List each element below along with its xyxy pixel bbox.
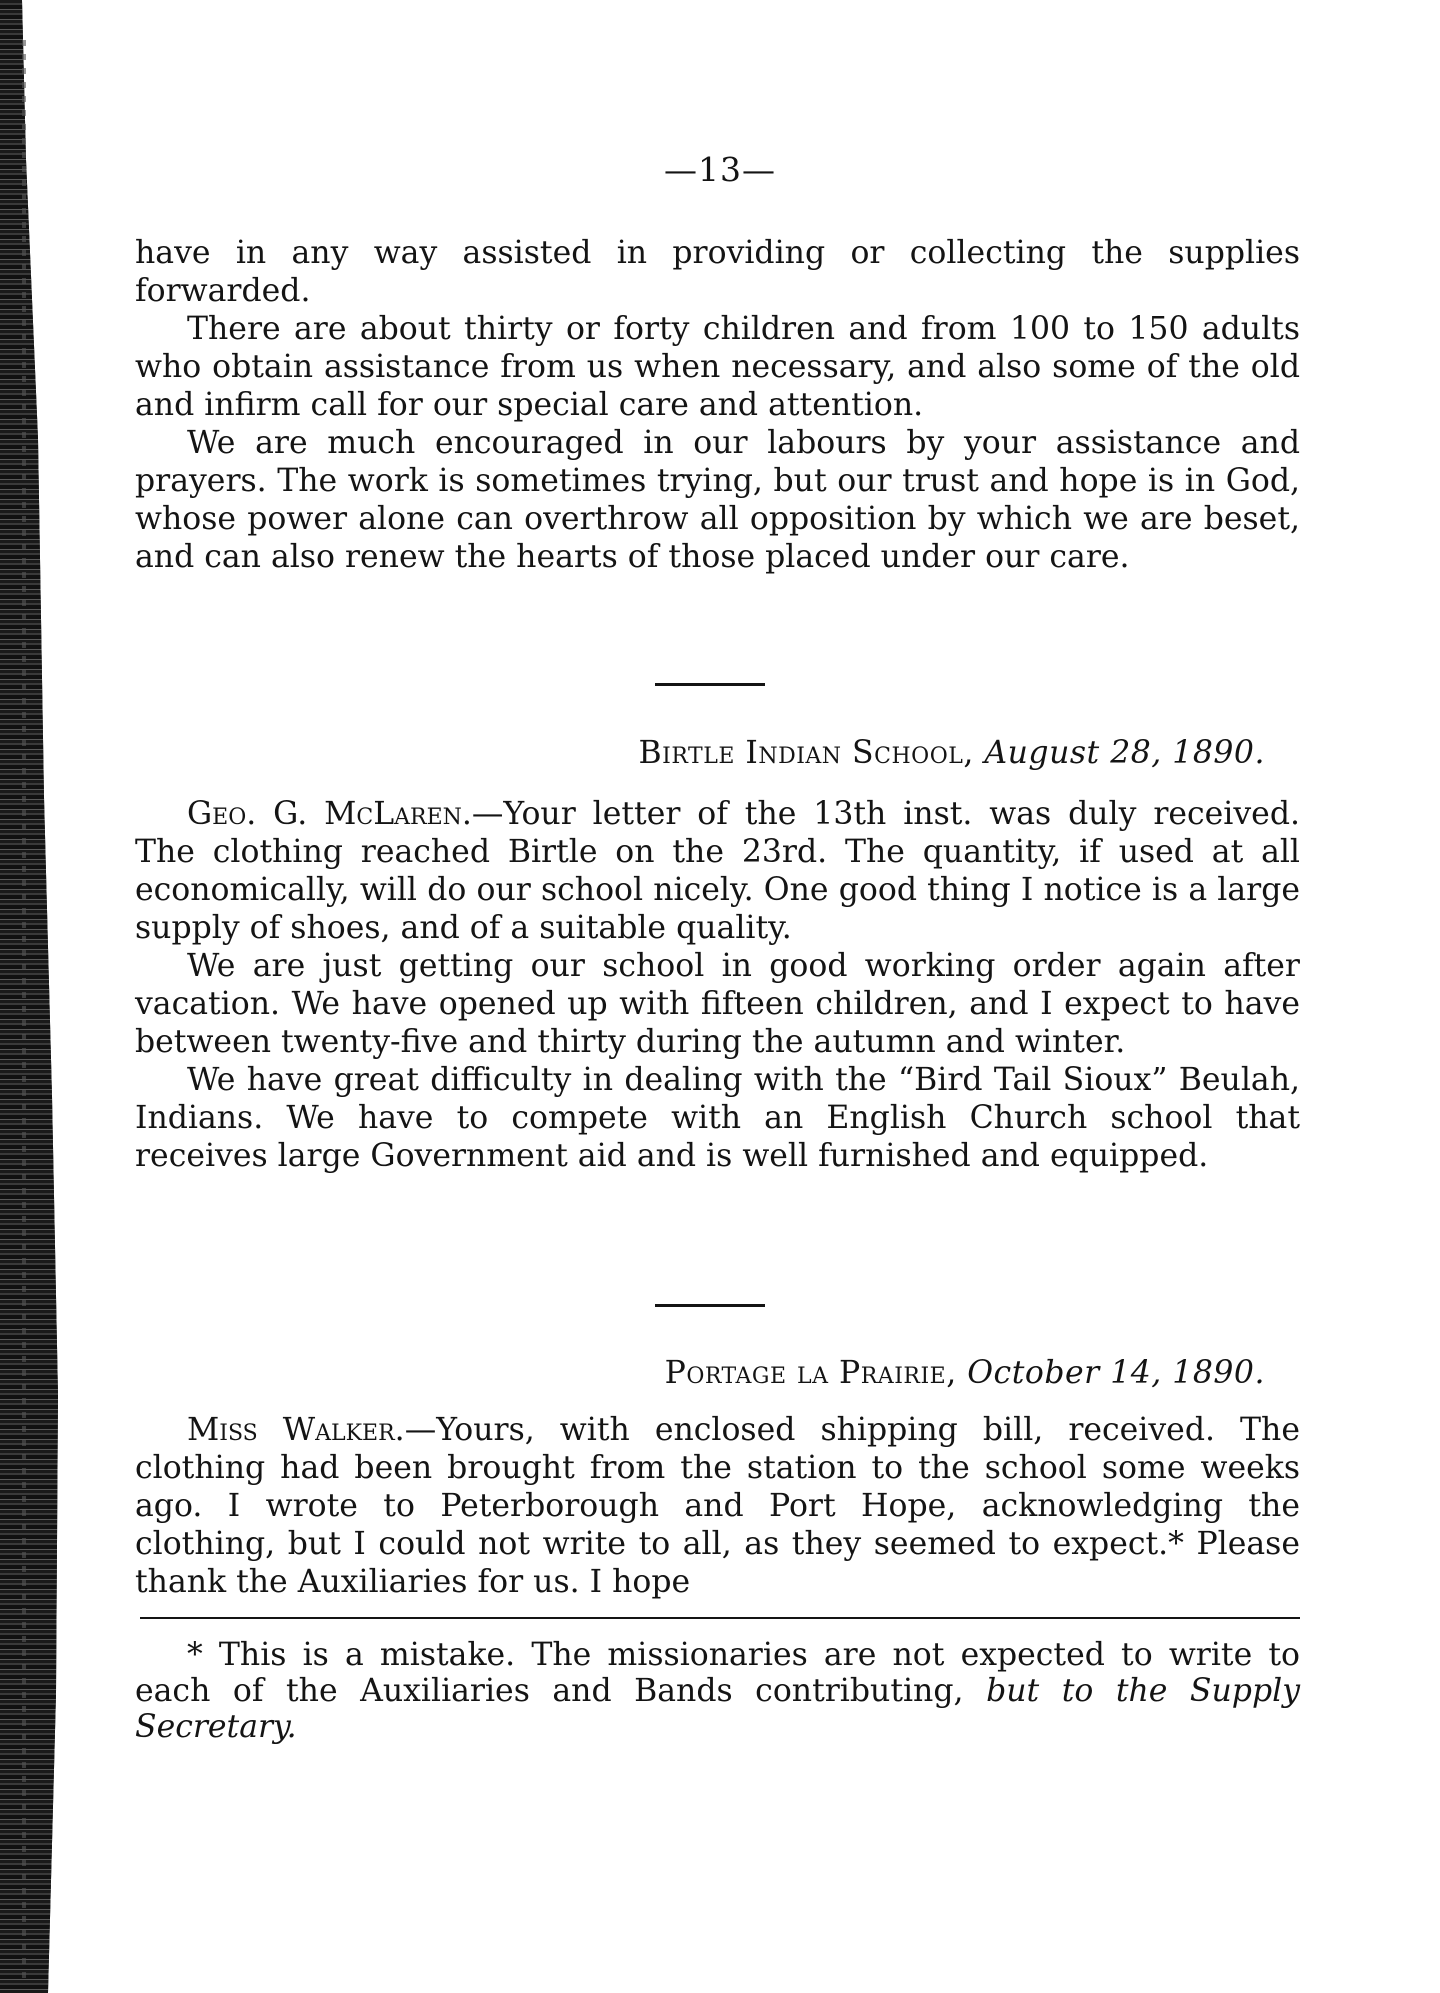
page-number: —13— bbox=[664, 150, 776, 189]
paragraph: We have great difficulty in dealing with the “Bird Tail Sioux” Beulah, Indians. We have to compete with an English Church school that receives large Government aid and is well furnished and equipped. bbox=[135, 1062, 1300, 1174]
heading-place: Birtle Indian School, bbox=[638, 735, 974, 771]
section-divider bbox=[655, 1304, 765, 1307]
paragraph bbox=[135, 795, 1300, 947]
letter-heading-birtle bbox=[639, 735, 1265, 771]
correspondent-name: Geo. G. McLaren. bbox=[187, 796, 472, 832]
footnote bbox=[135, 1637, 1300, 1745]
section-divider bbox=[655, 683, 765, 686]
book-binding-edge bbox=[0, 0, 58, 1993]
footnote-rule bbox=[140, 1617, 1300, 1619]
section-continuation bbox=[135, 234, 1300, 576]
footnote-emphasis: but to the Supply Secretary. bbox=[135, 1673, 1301, 1745]
paragraph-text: —Your letter of the 13th inst. was duly received. The clothing reached Birtle on the 23rd. The quantity, if used at all economically, will do our school nicely. One good thing I notice is a large supply of shoes, and of a suitable quality. bbox=[135, 796, 1300, 946]
letter-portage bbox=[135, 1411, 1300, 1601]
paragraph: We are just getting our school in good working order again after vacation. We have opened up with fifteen children, and I expect to have between twenty-five and thirty during the autumn and winter. bbox=[135, 948, 1300, 1060]
footnote-text: * This is a mistake. The missionaries are not expected to write to each of the Auxiliaries and Bands contributing, bbox=[135, 1637, 1300, 1709]
heading-date: October 14, 1890. bbox=[967, 1355, 1265, 1391]
binding-stitch-marks bbox=[22, 40, 26, 1980]
heading-date: August 28, 1890. bbox=[984, 735, 1265, 771]
paragraph: We are much encouraged in our labours by your assistance and prayers. The work is sometimes trying, but our trust and hope is in God, whose power alone can overthrow all opposition by which we are beset, and can also renew the hearts of those placed under our care. bbox=[135, 425, 1300, 575]
letter-heading-portage bbox=[665, 1355, 1265, 1391]
letter-birtle bbox=[135, 795, 1300, 1175]
paragraph-text: —Yours, with enclosed shipping bill, received. The clothing had been brought from the station to the school some weeks ago. I wrote to Peterborough and Port Hope, acknowledging the clothing, but I could not write to all, as they seemed to expect.* Please thank the Auxiliaries for us. I hope bbox=[135, 1412, 1300, 1600]
paragraph: have in any way assisted in providing or collecting the supplies forwarded. bbox=[135, 235, 1300, 309]
heading-place: Portage la Prairie, bbox=[664, 1355, 957, 1391]
footnote-paragraph bbox=[135, 1637, 1300, 1745]
paragraph: There are about thirty or forty children and from 100 to 150 adults who obtain assistance from us when necessary, and also some of the old and infirm call for our special care and attention. bbox=[135, 311, 1300, 423]
paragraph bbox=[135, 1411, 1300, 1601]
correspondent-name: Miss Walker. bbox=[187, 1412, 405, 1448]
